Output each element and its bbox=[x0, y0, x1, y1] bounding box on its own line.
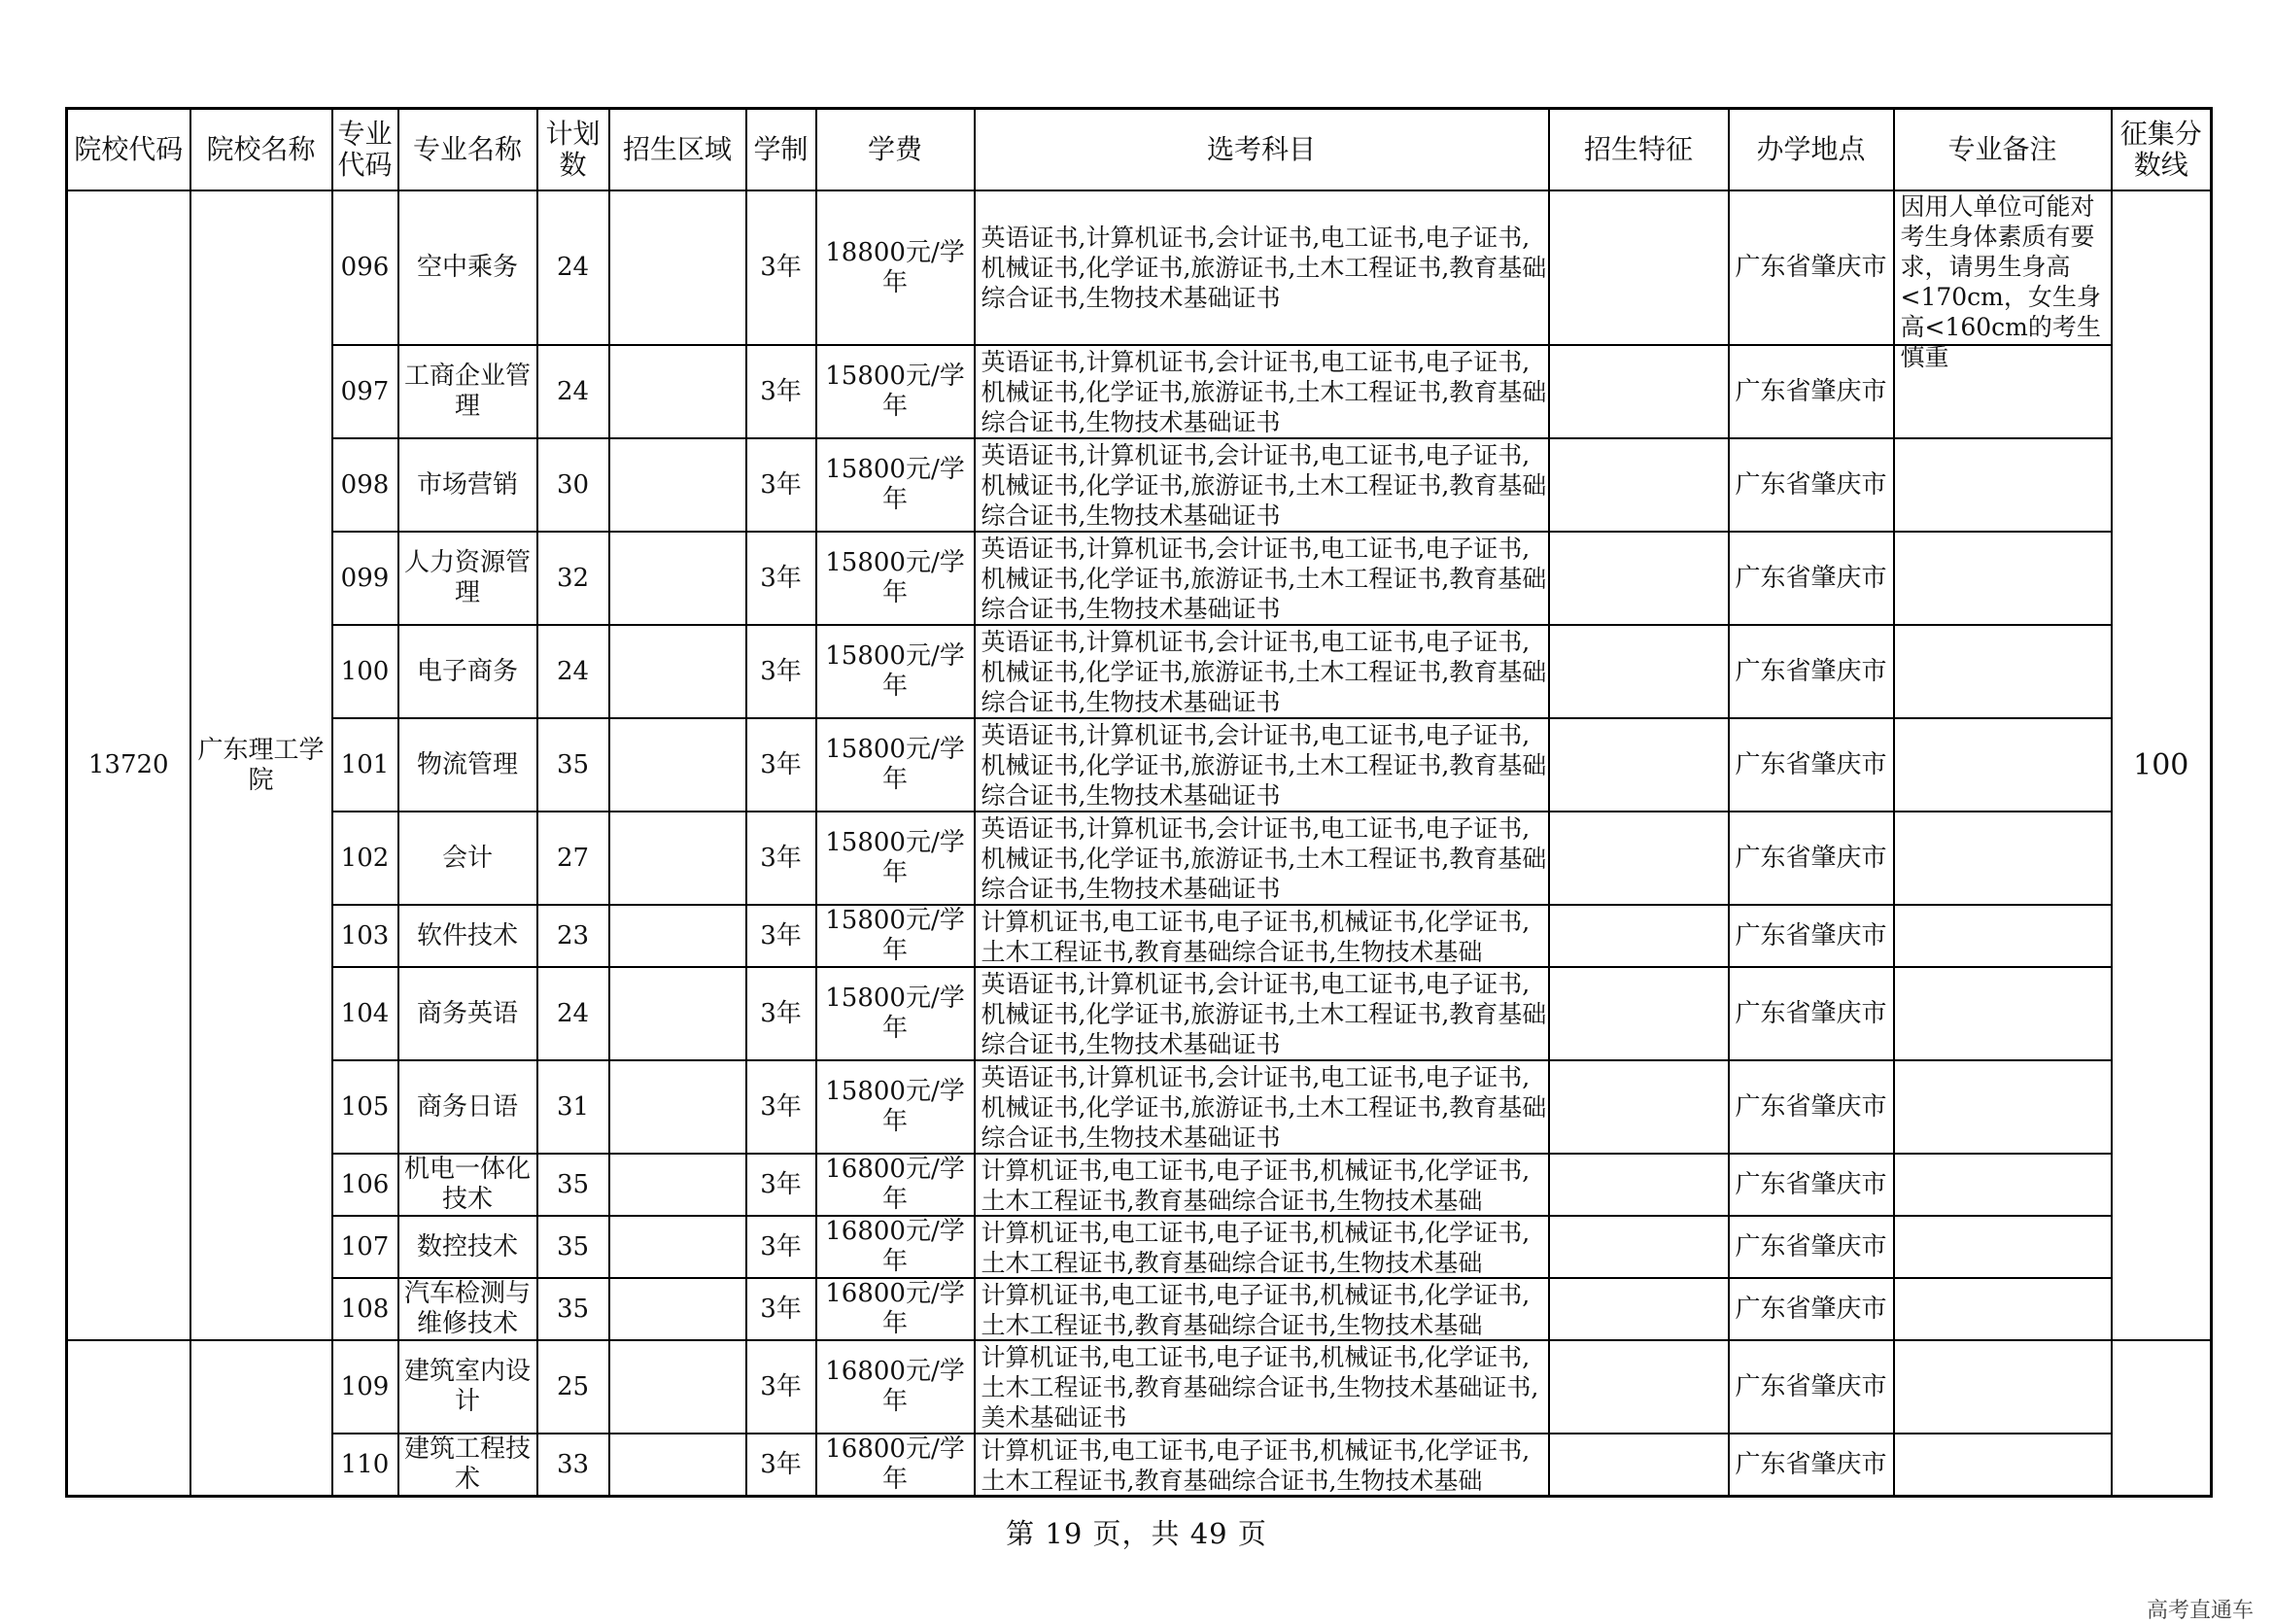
years-cell: 3年 bbox=[746, 1278, 816, 1340]
header-major-code: 专业代码 bbox=[332, 109, 398, 191]
table-row bbox=[67, 1340, 2212, 1434]
fee-cell: 15800元/学年 bbox=[816, 718, 975, 812]
region-cell bbox=[609, 1434, 746, 1497]
region-cell bbox=[609, 438, 746, 532]
major-code-cell: 097 bbox=[332, 345, 398, 438]
plan-count-cell: 35 bbox=[537, 1278, 609, 1340]
subjects-cell bbox=[975, 1154, 1549, 1216]
major-name-cell: 人力资源管理 bbox=[398, 532, 537, 625]
plan-count-cell: 24 bbox=[537, 190, 609, 345]
note-cell bbox=[1894, 718, 2112, 812]
location-cell: 广东省肇庆市 bbox=[1729, 1216, 1894, 1278]
note-cell bbox=[1894, 1340, 2112, 1434]
region-cell bbox=[609, 905, 746, 967]
subjects-cell bbox=[975, 718, 1549, 812]
subjects-text: 英语证书,计算机证书,会计证书,电工证书,电子证书,机械证书,化学证书,旅游证书,土木工程证书,教育基础综合证书,生物技术基础证书 bbox=[981, 224, 1547, 312]
plan-count-cell: 35 bbox=[537, 1216, 609, 1278]
location-cell: 广东省肇庆市 bbox=[1729, 625, 1894, 718]
table-row bbox=[67, 190, 2212, 345]
feature-cell bbox=[1549, 438, 1729, 532]
years-cell: 3年 bbox=[746, 1154, 816, 1216]
note-cell bbox=[1894, 1060, 2112, 1154]
major-code-cell: 105 bbox=[332, 1060, 398, 1154]
fee-cell: 15800元/学年 bbox=[816, 1060, 975, 1154]
table-row bbox=[67, 905, 2212, 967]
location-cell: 广东省肇庆市 bbox=[1729, 190, 1894, 345]
note-text: 因用人单位可能对考生身体素质有要求，请男生身高<170cm，女生身高<160cm的考生慎重 bbox=[1900, 192, 2101, 371]
note-cell bbox=[1894, 1154, 2112, 1216]
subjects-cell bbox=[975, 1060, 1549, 1154]
table-body bbox=[67, 190, 2212, 1497]
note-cell bbox=[1894, 905, 2112, 967]
table-row bbox=[67, 1154, 2212, 1216]
plan-count-cell: 30 bbox=[537, 438, 609, 532]
plan-count-cell: 27 bbox=[537, 812, 609, 905]
location-cell: 广东省肇庆市 bbox=[1729, 1154, 1894, 1216]
header-school-name: 院校名称 bbox=[190, 109, 332, 191]
years-cell: 3年 bbox=[746, 438, 816, 532]
note-cell bbox=[1894, 1216, 2112, 1278]
note-cell bbox=[1894, 532, 2112, 625]
region-cell bbox=[609, 1278, 746, 1340]
subjects-cell bbox=[975, 345, 1549, 438]
region-cell bbox=[609, 190, 746, 345]
years-cell: 3年 bbox=[746, 1216, 816, 1278]
major-name-cell: 工商企业管理 bbox=[398, 345, 537, 438]
table-row bbox=[67, 812, 2212, 905]
feature-cell bbox=[1549, 1154, 1729, 1216]
location-cell: 广东省肇庆市 bbox=[1729, 1434, 1894, 1497]
major-name-cell: 数控技术 bbox=[398, 1216, 537, 1278]
major-code-cell: 104 bbox=[332, 967, 398, 1060]
cutoff-score-cell-next bbox=[2112, 1340, 2212, 1497]
feature-cell bbox=[1549, 345, 1729, 438]
major-code-cell: 099 bbox=[332, 532, 398, 625]
major-name-cell: 市场营销 bbox=[398, 438, 537, 532]
note-cell bbox=[1894, 1434, 2112, 1497]
plan-count-cell: 31 bbox=[537, 1060, 609, 1154]
school-name-cell: 广东理工学院 bbox=[190, 190, 332, 1340]
fee-cell: 15800元/学年 bbox=[816, 625, 975, 718]
location-cell: 广东省肇庆市 bbox=[1729, 905, 1894, 967]
feature-cell bbox=[1549, 905, 1729, 967]
fee-cell: 15800元/学年 bbox=[816, 532, 975, 625]
page-number: 第 19 页，共 49 页 bbox=[1006, 1517, 1267, 1550]
header-cutoff: 征集分数线 bbox=[2112, 109, 2212, 191]
cutoff-score-cell: 100 bbox=[2112, 190, 2212, 1340]
region-cell bbox=[609, 967, 746, 1060]
note-cell bbox=[1894, 625, 2112, 718]
years-cell: 3年 bbox=[746, 1434, 816, 1497]
region-cell bbox=[609, 625, 746, 718]
years-cell: 3年 bbox=[746, 345, 816, 438]
region-cell bbox=[609, 345, 746, 438]
table-row bbox=[67, 1216, 2212, 1278]
feature-cell bbox=[1549, 1340, 1729, 1434]
years-cell: 3年 bbox=[746, 905, 816, 967]
table-row bbox=[67, 718, 2212, 812]
fee-cell: 16800元/学年 bbox=[816, 1278, 975, 1340]
subjects-cell bbox=[975, 625, 1549, 718]
plan-count-cell: 35 bbox=[537, 718, 609, 812]
subjects-text: 计算机证书,电工证书,电子证书,机械证书,化学证书,土木工程证书,教育基础综合证书,生物技术基础证书,美术基础证书 bbox=[981, 1343, 1539, 1432]
table-row bbox=[67, 438, 2212, 532]
subjects-text: 英语证书,计算机证书,会计证书,电工证书,电子证书,机械证书,化学证书,旅游证书,土木工程证书,教育基础综合证书,生物技术基础证书 bbox=[981, 628, 1547, 716]
location-cell: 广东省肇庆市 bbox=[1729, 967, 1894, 1060]
subjects-text: 计算机证书,电工证书,电子证书,机械证书,化学证书,土木工程证书,教育基础综合证书,生物技术基础 bbox=[981, 908, 1531, 966]
subjects-cell bbox=[975, 1278, 1549, 1340]
major-code-cell: 101 bbox=[332, 718, 398, 812]
fee-cell: 16800元/学年 bbox=[816, 1434, 975, 1497]
table-row bbox=[67, 532, 2212, 625]
fee-cell: 16800元/学年 bbox=[816, 1216, 975, 1278]
note-cell bbox=[1894, 812, 2112, 905]
years-cell: 3年 bbox=[746, 967, 816, 1060]
major-name-cell: 会计 bbox=[398, 812, 537, 905]
fee-cell: 15800元/学年 bbox=[816, 967, 975, 1060]
subjects-text: 计算机证书,电工证书,电子证书,机械证书,化学证书,土木工程证书,教育基础综合证书,生物技术基础 bbox=[981, 1219, 1531, 1277]
region-cell bbox=[609, 1340, 746, 1434]
feature-cell bbox=[1549, 967, 1729, 1060]
subjects-cell bbox=[975, 1216, 1549, 1278]
subjects-cell bbox=[975, 532, 1549, 625]
fee-cell: 18800元/学年 bbox=[816, 190, 975, 345]
subjects-text: 英语证书,计算机证书,会计证书,电工证书,电子证书,机械证书,化学证书,旅游证书,土木工程证书,教育基础综合证书,生物技术基础证书 bbox=[981, 814, 1547, 903]
years-cell: 3年 bbox=[746, 190, 816, 345]
location-cell: 广东省肇庆市 bbox=[1729, 1340, 1894, 1434]
feature-cell bbox=[1549, 1216, 1729, 1278]
location-cell: 广东省肇庆市 bbox=[1729, 345, 1894, 438]
major-code-cell: 106 bbox=[332, 1154, 398, 1216]
subjects-text: 英语证书,计算机证书,会计证书,电工证书,电子证书,机械证书,化学证书,旅游证书,土木工程证书,教育基础综合证书,生物技术基础证书 bbox=[981, 441, 1547, 530]
header-years: 学制 bbox=[746, 109, 816, 191]
major-name-cell: 空中乘务 bbox=[398, 190, 537, 345]
subjects-text: 英语证书,计算机证书,会计证书,电工证书,电子证书,机械证书,化学证书,旅游证书,土木工程证书,教育基础综合证书,生物技术基础证书 bbox=[981, 348, 1547, 436]
table-row bbox=[67, 1434, 2212, 1497]
region-cell bbox=[609, 1060, 746, 1154]
fee-cell: 16800元/学年 bbox=[816, 1154, 975, 1216]
feature-cell bbox=[1549, 532, 1729, 625]
subjects-cell bbox=[975, 1340, 1549, 1434]
subjects-text: 英语证书,计算机证书,会计证书,电工证书,电子证书,机械证书,化学证书,旅游证书,土木工程证书,教育基础综合证书,生物技术基础证书 bbox=[981, 1063, 1547, 1152]
plan-count-cell: 24 bbox=[537, 967, 609, 1060]
major-name-cell: 建筑工程技术 bbox=[398, 1434, 537, 1497]
subjects-cell bbox=[975, 438, 1549, 532]
location-cell: 广东省肇庆市 bbox=[1729, 812, 1894, 905]
school-name-cell-next bbox=[190, 1340, 332, 1497]
subjects-text: 计算机证书,电工证书,电子证书,机械证书,化学证书,土木工程证书,教育基础综合证书,生物技术基础 bbox=[981, 1157, 1531, 1215]
major-code-cell: 110 bbox=[332, 1434, 398, 1497]
note-cell bbox=[1894, 438, 2112, 532]
major-name-cell: 商务日语 bbox=[398, 1060, 537, 1154]
feature-cell bbox=[1549, 190, 1729, 345]
major-code-cell: 107 bbox=[332, 1216, 398, 1278]
feature-cell bbox=[1549, 1434, 1729, 1497]
major-code-cell: 103 bbox=[332, 905, 398, 967]
school-code-cell: 13720 bbox=[67, 190, 190, 1340]
table-row bbox=[67, 1060, 2212, 1154]
major-name-cell: 机电一体化技术 bbox=[398, 1154, 537, 1216]
table-row bbox=[67, 345, 2212, 438]
major-code-cell: 108 bbox=[332, 1278, 398, 1340]
plan-count-cell: 35 bbox=[537, 1154, 609, 1216]
major-name-cell: 软件技术 bbox=[398, 905, 537, 967]
header-school-code: 院校代码 bbox=[67, 109, 190, 191]
major-code-cell: 102 bbox=[332, 812, 398, 905]
plan-count-cell: 24 bbox=[537, 345, 609, 438]
subjects-text: 计算机证书,电工证书,电子证书,机械证书,化学证书,土木工程证书,教育基础综合证书,生物技术基础 bbox=[981, 1436, 1531, 1495]
header-region: 招生区域 bbox=[609, 109, 746, 191]
major-code-cell: 109 bbox=[332, 1340, 398, 1434]
fee-cell: 15800元/学年 bbox=[816, 345, 975, 438]
region-cell bbox=[609, 1216, 746, 1278]
region-cell bbox=[609, 532, 746, 625]
region-cell bbox=[609, 1154, 746, 1216]
header-subjects: 选考科目 bbox=[975, 109, 1549, 191]
header-feature: 招生特征 bbox=[1549, 109, 1729, 191]
major-name-cell: 建筑室内设计 bbox=[398, 1340, 537, 1434]
location-cell: 广东省肇庆市 bbox=[1729, 438, 1894, 532]
table-row bbox=[67, 967, 2212, 1060]
feature-cell bbox=[1549, 812, 1729, 905]
fee-cell: 15800元/学年 bbox=[816, 905, 975, 967]
feature-cell bbox=[1549, 718, 1729, 812]
major-name-cell: 物流管理 bbox=[398, 718, 537, 812]
location-cell: 广东省肇庆市 bbox=[1729, 718, 1894, 812]
plan-count-cell: 23 bbox=[537, 905, 609, 967]
plan-count-cell: 32 bbox=[537, 532, 609, 625]
years-cell: 3年 bbox=[746, 1060, 816, 1154]
plan-count-cell: 33 bbox=[537, 1434, 609, 1497]
major-code-cell: 098 bbox=[332, 438, 398, 532]
major-code-cell: 100 bbox=[332, 625, 398, 718]
region-cell bbox=[609, 718, 746, 812]
feature-cell bbox=[1549, 625, 1729, 718]
region-cell bbox=[609, 812, 746, 905]
subjects-text: 计算机证书,电工证书,电子证书,机械证书,化学证书,土木工程证书,教育基础综合证书,生物技术基础 bbox=[981, 1281, 1531, 1339]
header-location: 办学地点 bbox=[1729, 109, 1894, 191]
school-code-cell-next bbox=[67, 1340, 190, 1497]
table-row bbox=[67, 1278, 2212, 1340]
subjects-cell bbox=[975, 190, 1549, 345]
plan-count-cell: 25 bbox=[537, 1340, 609, 1434]
major-name-cell: 电子商务 bbox=[398, 625, 537, 718]
feature-cell bbox=[1549, 1060, 1729, 1154]
subjects-cell bbox=[975, 905, 1549, 967]
table-row bbox=[67, 625, 2212, 718]
location-cell: 广东省肇庆市 bbox=[1729, 532, 1894, 625]
note-cell bbox=[1894, 190, 2112, 371]
major-name-cell: 商务英语 bbox=[398, 967, 537, 1060]
location-cell: 广东省肇庆市 bbox=[1729, 1060, 1894, 1154]
watermark-text: 高考直通车 bbox=[2146, 1599, 2254, 1623]
years-cell: 3年 bbox=[746, 532, 816, 625]
fee-cell: 16800元/学年 bbox=[816, 1340, 975, 1434]
fee-cell: 15800元/学年 bbox=[816, 438, 975, 532]
note-cell bbox=[1894, 967, 2112, 1060]
years-cell: 3年 bbox=[746, 812, 816, 905]
header-row bbox=[67, 109, 2212, 191]
subjects-text: 英语证书,计算机证书,会计证书,电工证书,电子证书,机械证书,化学证书,旅游证书,土木工程证书,教育基础综合证书,生物技术基础证书 bbox=[981, 721, 1547, 810]
subjects-cell bbox=[975, 1434, 1549, 1497]
major-code-cell: 096 bbox=[332, 190, 398, 345]
years-cell: 3年 bbox=[746, 625, 816, 718]
header-fee: 学费 bbox=[816, 109, 975, 191]
major-name-cell: 汽车检测与维修技术 bbox=[398, 1278, 537, 1340]
subjects-text: 英语证书,计算机证书,会计证书,电工证书,电子证书,机械证书,化学证书,旅游证书,土木工程证书,教育基础综合证书,生物技术基础证书 bbox=[981, 970, 1547, 1058]
header-note: 专业备注 bbox=[1894, 109, 2112, 191]
years-cell: 3年 bbox=[746, 1340, 816, 1434]
location-cell: 广东省肇庆市 bbox=[1729, 1278, 1894, 1340]
header-plan-count: 计划数 bbox=[537, 109, 609, 191]
header-major-name: 专业名称 bbox=[398, 109, 537, 191]
subjects-cell bbox=[975, 812, 1549, 905]
note-cell bbox=[1894, 1278, 2112, 1340]
feature-cell bbox=[1549, 1278, 1729, 1340]
admission-plan-table bbox=[65, 107, 2213, 1498]
subjects-text: 英语证书,计算机证书,会计证书,电工证书,电子证书,机械证书,化学证书,旅游证书,土木工程证书,教育基础综合证书,生物技术基础证书 bbox=[981, 535, 1547, 623]
subjects-cell bbox=[975, 967, 1549, 1060]
fee-cell: 15800元/学年 bbox=[816, 812, 975, 905]
plan-count-cell: 24 bbox=[537, 625, 609, 718]
years-cell: 3年 bbox=[746, 718, 816, 812]
